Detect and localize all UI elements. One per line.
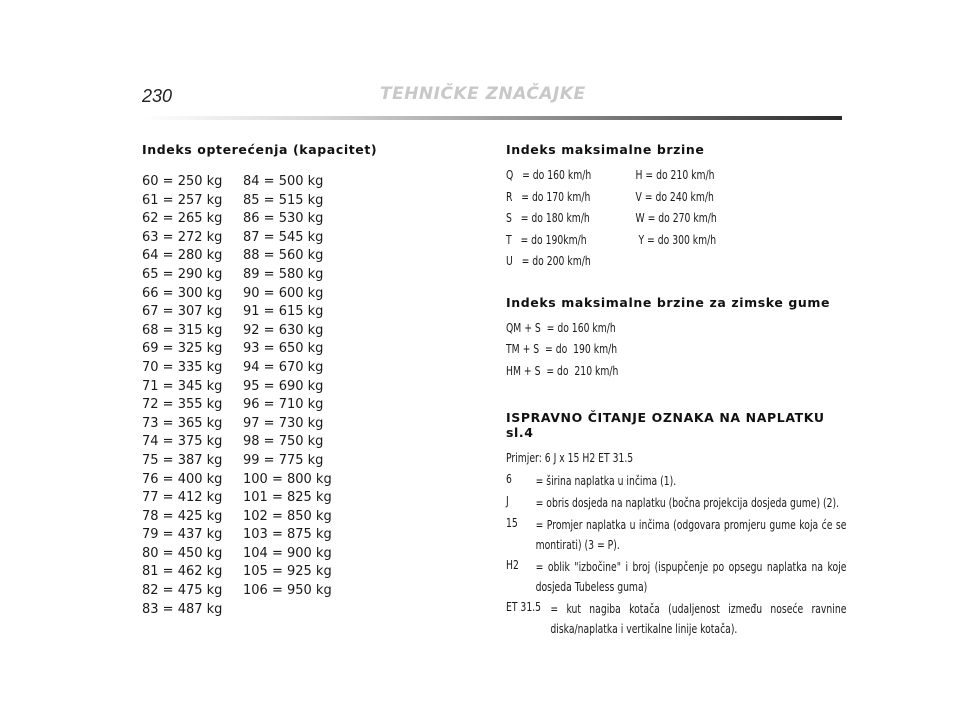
- load-index-entry: 106 = 950 kg: [243, 583, 332, 599]
- wheel-description: = oblik "izbočine" i broj (ispupčenje po opsegu naplatka na koje dosjeda Tubeless guma): [535, 559, 847, 594]
- speed-index-left: U = do 200 km/h: [506, 253, 591, 268]
- winter-speed-table: [506, 320, 846, 385]
- load-index-entry: 83 = 487 kg: [142, 601, 223, 617]
- wheel-description: = obris dosjeda na naplatku (bočna projekcija dosjeda gume) (2).: [535, 495, 840, 510]
- load-index-entry: 69 = 325 kg: [142, 341, 223, 357]
- load-index-entry: 92 = 630 kg: [243, 322, 324, 338]
- winter-speed-row: TM + S = do 190 km/h: [506, 341, 618, 356]
- load-index-entry: 101 = 825 kg: [243, 490, 332, 506]
- speed-index-table: [506, 167, 846, 275]
- load-index-entry: 67 = 307 kg: [142, 304, 223, 320]
- load-index-entry: 61 = 257 kg: [142, 192, 223, 208]
- load-index-entry: 104 = 900 kg: [243, 545, 332, 561]
- speed-index-right: H = do 210 km/h: [635, 167, 715, 182]
- speed-index-right: V = do 240 km/h: [635, 188, 714, 204]
- load-index-heading: Indeks opterećenja (kapacitet): [142, 142, 378, 157]
- load-index-entry: 99 = 775 kg: [243, 452, 324, 468]
- load-index-entry: 97 = 730 kg: [243, 415, 324, 431]
- wheel-term: 15: [506, 515, 518, 530]
- load-index-entry: 60 = 250 kg: [142, 174, 223, 189]
- load-index-entry: 96 = 710 kg: [243, 397, 324, 413]
- wheel-term: 6: [506, 471, 512, 486]
- speed-index-right: W = do 270 km/h: [635, 210, 717, 225]
- wheel-item: [506, 493, 846, 513]
- load-index-entry: 105 = 925 kg: [243, 564, 332, 580]
- speed-index-row: [506, 210, 846, 232]
- speed-index-row: [506, 167, 846, 189]
- wheel-item: [506, 557, 846, 597]
- load-index-entry: 64 = 280 kg: [142, 248, 223, 264]
- load-index-entry: 77 = 412 kg: [142, 490, 223, 506]
- load-index-entry: 86 = 530 kg: [243, 211, 324, 227]
- load-index-entry: 80 = 450 kg: [142, 545, 223, 561]
- speed-index-left: R = do 170 km/h: [506, 188, 591, 204]
- winter-speed-section: [506, 295, 846, 385]
- header-rule: [142, 116, 842, 120]
- load-index-entry: 90 = 600 kg: [243, 285, 324, 301]
- load-index-column-2: [243, 173, 332, 619]
- load-index-entry: 100 = 800 kg: [243, 471, 332, 487]
- wheel-description: = kut nagiba kotača (udaljenost između noseće ravnine diska/naplatka i vertikalne linije kotača).: [550, 601, 847, 636]
- winter-speed-row: HM + S = do 210 km/h: [506, 362, 619, 378]
- speed-index-row: [506, 253, 846, 275]
- wheel-example: Primjer: 6 J x 15 H2 ET 31.5: [506, 450, 634, 465]
- load-index-entry: 70 = 335 kg: [142, 359, 223, 375]
- winter-speed-heading: Indeks maksimalne brzine za zimske gume: [506, 294, 831, 310]
- load-index-entry: 73 = 365 kg: [142, 415, 223, 431]
- load-index-entry: 94 = 670 kg: [243, 359, 324, 375]
- winter-speed-row: QM + S = do 160 km/h: [506, 319, 616, 335]
- wheel-description: = širina naplatka u inčima (1).: [535, 473, 677, 488]
- speed-index-right: Y = do 300 km/h: [635, 231, 717, 247]
- load-index-entry: 91 = 615 kg: [243, 304, 324, 320]
- speed-index-left: Q = do 160 km/h: [506, 167, 592, 182]
- load-index-entry: 78 = 425 kg: [142, 508, 223, 524]
- page-title: TEHNIČKE ZNAČAJKE: [380, 84, 586, 104]
- load-index-entry: 88 = 560 kg: [243, 248, 324, 264]
- load-index-entry: 93 = 650 kg: [243, 341, 324, 357]
- speed-index-left: S = do 180 km/h: [506, 210, 590, 225]
- load-index-entry: 76 = 400 kg: [142, 471, 223, 487]
- wheel-item: [506, 471, 846, 491]
- load-index-entry: 74 = 375 kg: [142, 434, 223, 450]
- load-index-entry: 82 = 475 kg: [142, 583, 223, 599]
- wheel-term: H2: [506, 557, 519, 572]
- load-index-entry: 71 = 345 kg: [142, 378, 223, 394]
- wheel-reading-body: [506, 450, 846, 639]
- load-index-entry: 62 = 265 kg: [142, 211, 223, 227]
- page-number: 230: [142, 86, 173, 106]
- speed-index-left: T = do 190km/h: [506, 231, 587, 247]
- load-index-entry: 87 = 545 kg: [243, 229, 324, 245]
- load-index-entry: 89 = 580 kg: [243, 266, 324, 282]
- load-index-entry: 66 = 300 kg: [142, 285, 223, 301]
- load-index-entry: 72 = 355 kg: [142, 397, 223, 413]
- load-index-entry: 103 = 875 kg: [243, 527, 332, 543]
- speed-index-row: [506, 232, 846, 254]
- wheel-reading-heading: ISPRAVNO ČITANJE OZNAKA NA NAPLATKU sl.4: [506, 410, 825, 440]
- load-index-entry: 95 = 690 kg: [243, 378, 324, 394]
- load-index-entry: 102 = 850 kg: [243, 508, 332, 524]
- wheel-item: [506, 515, 846, 555]
- load-index-entry: 63 = 272 kg: [142, 229, 223, 245]
- wheel-items: [506, 471, 846, 639]
- wheel-item: [506, 599, 846, 639]
- speed-index-heading: Indeks maksimalne brzine: [506, 142, 705, 157]
- load-index-entry: 75 = 387 kg: [142, 452, 223, 468]
- load-index-table: [142, 173, 472, 619]
- speed-index-row: [506, 189, 846, 211]
- wheel-description: = Promjer naplatka u inčima (odgovara promjeru gume koja će se montirati) (3 = P).: [535, 517, 847, 552]
- right-column: [506, 142, 846, 641]
- load-index-entry: 79 = 437 kg: [142, 527, 223, 543]
- wheel-term: ET 31.5: [506, 599, 542, 614]
- load-index-section: [142, 142, 472, 619]
- load-index-entry: 98 = 750 kg: [243, 434, 324, 450]
- load-index-entry: 84 = 500 kg: [243, 174, 324, 189]
- load-index-column-1: [142, 173, 243, 619]
- load-index-entry: 85 = 515 kg: [243, 192, 324, 208]
- load-index-entry: 68 = 315 kg: [142, 322, 223, 338]
- load-index-entry: 65 = 290 kg: [142, 266, 223, 282]
- load-index-entry: 81 = 462 kg: [142, 564, 223, 580]
- wheel-reading-section: [506, 410, 846, 639]
- wheel-term: J: [506, 493, 509, 508]
